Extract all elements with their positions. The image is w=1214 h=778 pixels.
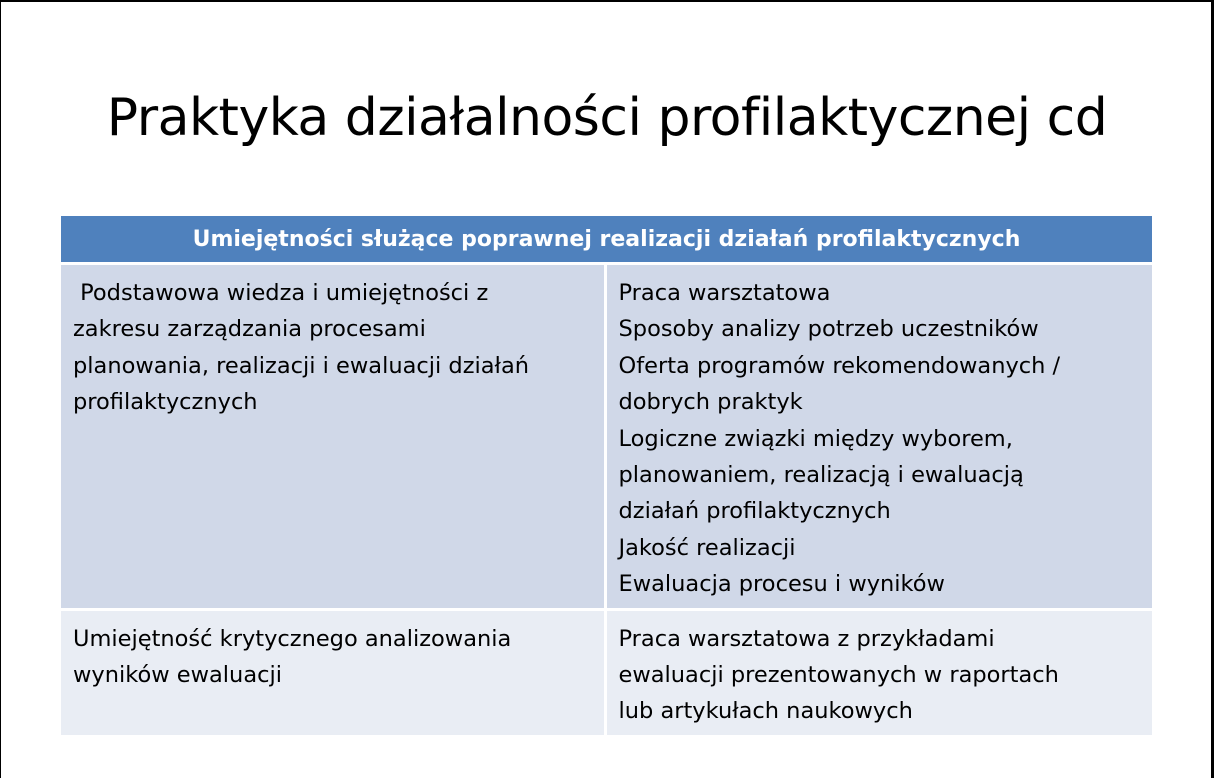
frame-border-top: [0, 0, 1214, 2]
table-header: Umiejętności służące poprawnej realizacji działań profilaktycznych: [61, 216, 1152, 265]
cell-line: zakresu zarządzania procesami: [73, 316, 426, 343]
slide-title: Praktyka działalności profilaktycznej cd: [106, 88, 1108, 148]
cell-line: Sposoby analizy potrzeb uczestników: [618, 316, 1039, 343]
cell-line: dobrych praktyk: [618, 389, 803, 416]
table-cell-skill: [61, 265, 607, 611]
table-cell-method: [607, 611, 1153, 735]
table-cell-skill: [61, 611, 607, 735]
table-cell-method: [607, 265, 1153, 611]
cell-line: Jakość realizacji: [618, 534, 796, 561]
table-header-row: [61, 216, 1152, 265]
cell-line: Oferta programów rekomendowanych /: [618, 352, 1061, 379]
cell-line: planowaniem, realizacją i ewaluacją: [618, 462, 1024, 489]
cell-line: wyników ewaluacji: [73, 662, 282, 689]
cell-line: Logiczne związki między wyborem,: [618, 425, 1013, 452]
cell-line: Podstawowa wiedza i umiejętności z: [73, 280, 489, 306]
cell-line: Praca warsztatowa: [618, 280, 831, 306]
table-row: [61, 611, 1152, 735]
cell-line: ewaluacji prezentowanych w raportach: [618, 662, 1059, 689]
cell-line: lub artykułach naukowych: [618, 698, 913, 725]
skills-table: [61, 216, 1152, 735]
cell-line: Umiejętność krytycznego analizowania: [73, 625, 512, 652]
cell-line: Ewaluacja procesu i wyników: [618, 571, 945, 598]
cell-line: Praca warsztatowa z przykładami: [618, 625, 995, 652]
table-row: [61, 265, 1152, 611]
cell-line: działań profilaktycznych: [618, 498, 891, 525]
cell-line: profilaktycznych: [73, 389, 258, 416]
cell-line: planowania, realizacji i ewaluacji działań: [73, 352, 529, 379]
